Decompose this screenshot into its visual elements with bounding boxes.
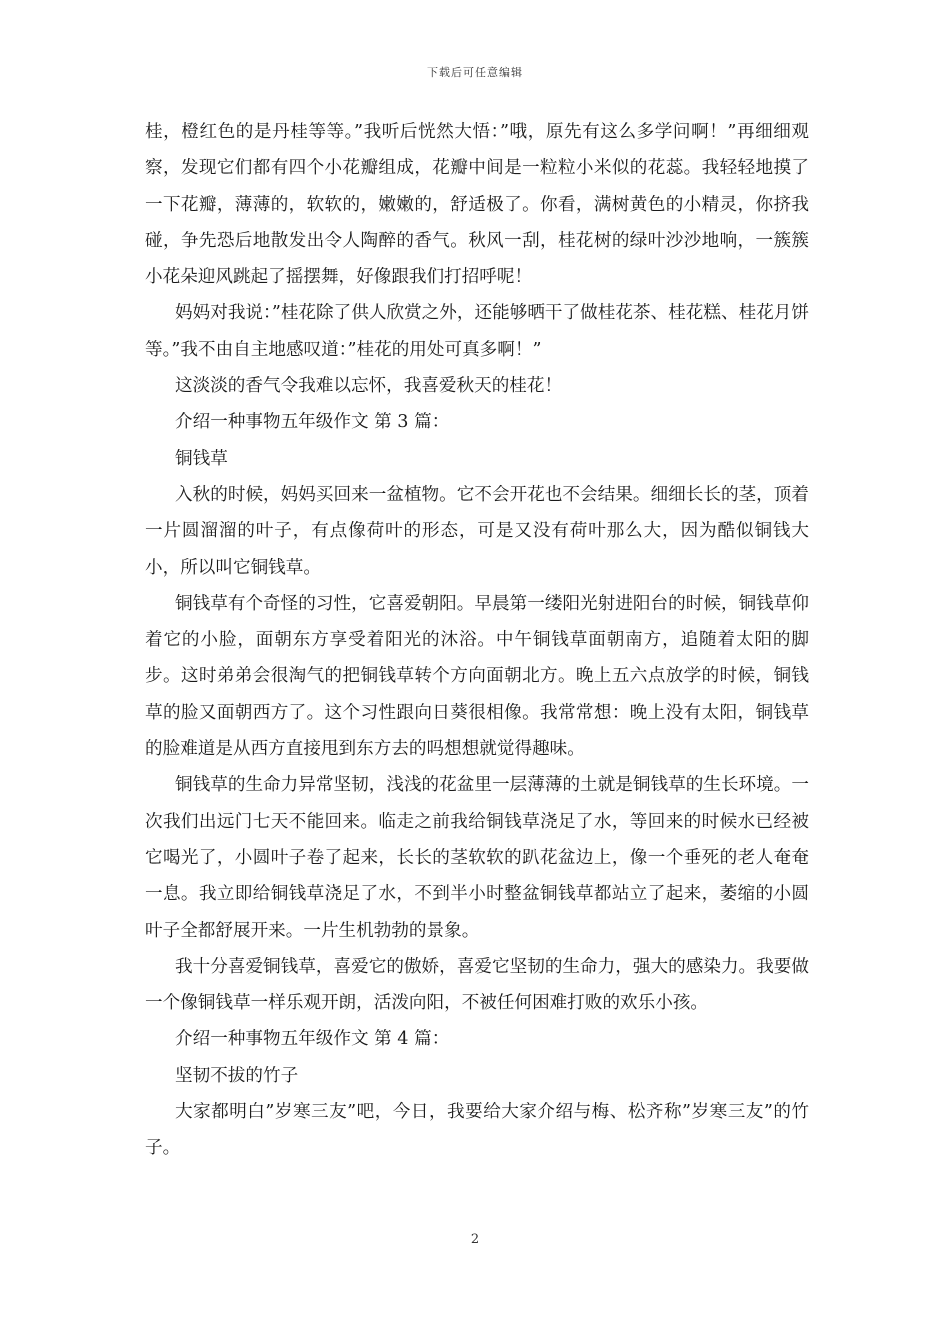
paragraph-essay-3-intro: 入秋的时候，妈妈买回来一盆植物。它不会开花也不会结果。细细长长的茎，顶着一片圆溜溜的叶子，有点像荷叶的形态，可是又没有荷叶那么大，因为酷似铜钱大小，所以叫它铜钱草。 <box>145 484 809 578</box>
essay-3-heading: 介绍一种事物五年级作文 第 3 篇： <box>175 412 450 433</box>
paragraph-continuation: 桂，橙红色的是丹桂等等。”我听后恍然大悟：”哦，原先有这么多学问啊！”再细细观察，发现它们都有四个小花瓣组成，花瓣中间是一粒粒小米似的花蕊。我轻轻地摸了一下花瓣，薄薄的，软软的，嫩嫩的，舒适极了。你看，满树黄色的小精灵，你挤我碰，争先恐后地散发出令人陶醉的香气。秋风一刮，桂花树的绿叶沙沙地响，一簇簇小花朵迎风跳起了摇摆舞，好像跟我们打招呼呢！ <box>145 122 809 288</box>
paragraph-essay-3-vitality: 铜钱草的生命力异常坚韧，浅浅的花盆里一层薄薄的土就是铜钱草的生长环境。一次我们出远门七天不能回来。临走之前我给铜钱草浇足了水，等回来的时候水已经被它喝光了，小圆叶子卷了起来，长长的茎软软的趴花盆边上，像一个垂死的老人奄奄一息。我立即给铜钱草浇足了水，不到半小时整盆铜钱草都站立了起来，萎缩的小圆叶子全都舒展开来。一片生机勃勃的景象。 <box>145 775 809 941</box>
paragraph-essay-3-ending: 我十分喜爱铜钱草，喜爱它的傲娇，喜爱它坚韧的生命力，强大的感染力。我要做一个像铜钱草一样乐观开朗，活泼向阳，不被任何困难打败的欢乐小孩。 <box>145 956 809 1014</box>
page-header: 下载后可任意编辑 <box>427 66 523 79</box>
document-body <box>145 114 809 1167</box>
paragraph-conclusion: 这淡淡的香气令我难以忘怀，我喜爱秋天的桂花！ <box>175 376 563 397</box>
paragraph-essay-3-habit: 铜钱草有个奇怪的习性，它喜爱朝阳。早晨第一缕阳光射进阳台的时候，铜钱草仰着它的小脸，面朝东方享受着阳光的沐浴。中午铜钱草面朝南方，追随着太阳的脚步。这时弟弟会很淘气的把铜钱草转个方向面朝北方。晚上五六点放学的时候，铜钱草的脸又面朝西方了。这个习性跟向日葵很相像。我常常想：晚上没有太阳，铜钱草的脸难道是从西方直接甩到东方去的吗想想就觉得趣味。 <box>145 593 809 760</box>
paragraph-essay-4-intro: 大家都明白”岁寒三友”吧，今日，我要给大家介绍与梅、松齐称”岁寒三友”的竹子。 <box>145 1102 809 1159</box>
paragraph-mother-said: 妈妈对我说：”桂花除了供人欣赏之外，还能够晒干了做桂花茶、桂花糕、桂花月饼等。”我不由自主地感叹道：”桂花的用处可真多啊！” <box>145 303 809 360</box>
essay-3-title: 铜钱草 <box>175 448 228 469</box>
page-number: 2 <box>470 1232 480 1247</box>
essay-4-title: 坚韧不拔的竹子 <box>175 1065 299 1086</box>
essay-4-heading: 介绍一种事物五年级作文 第 4 篇： <box>175 1029 450 1050</box>
